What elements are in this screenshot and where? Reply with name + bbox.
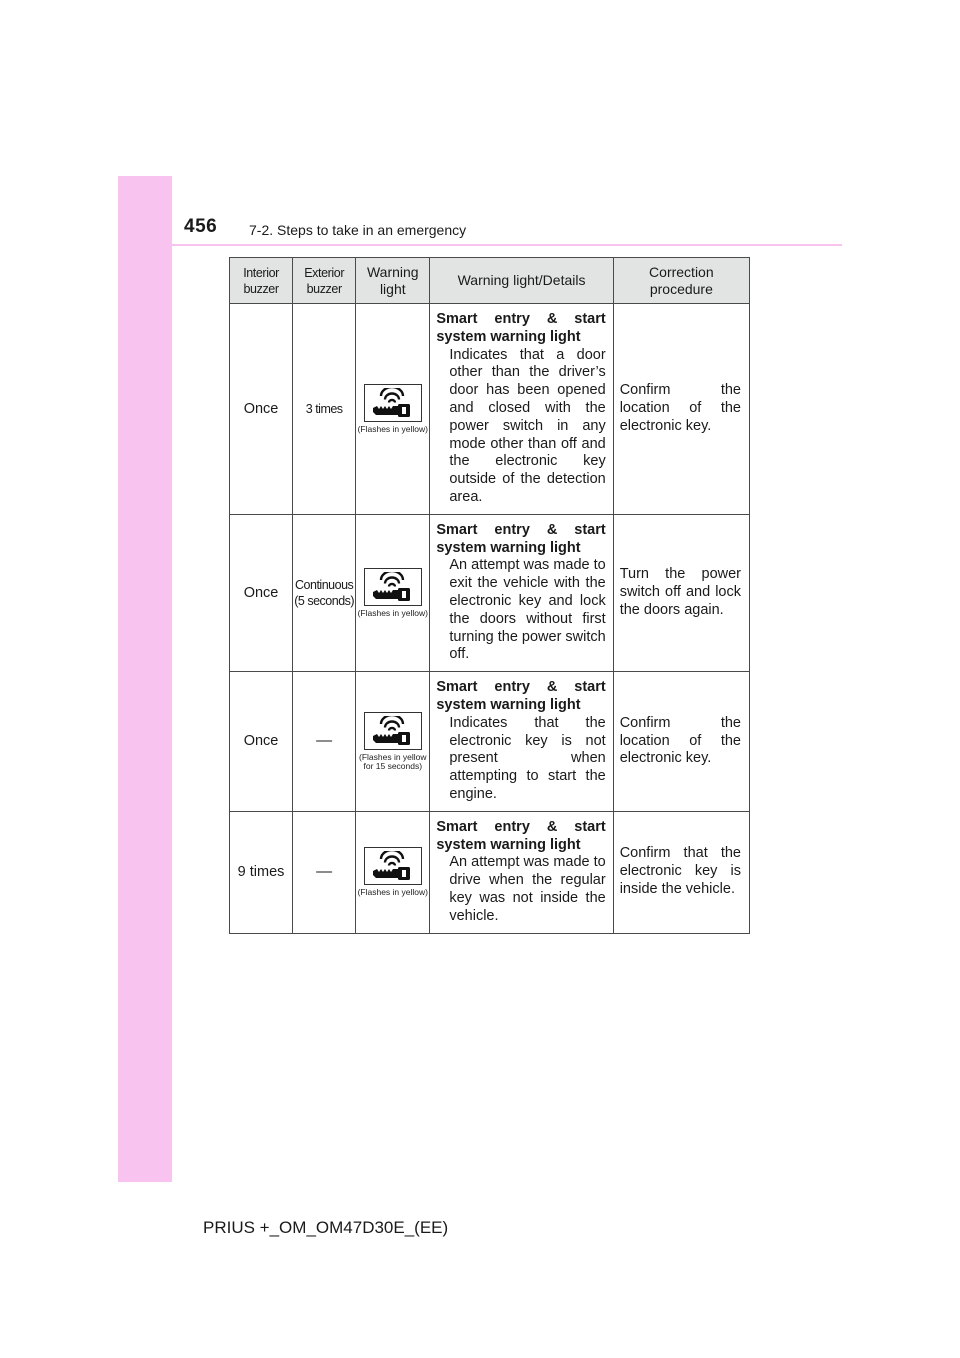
- smart-key-warning-icon: [364, 847, 422, 885]
- warning-light-cell: [356, 811, 430, 933]
- interior-buzzer-cell: 9 times: [230, 811, 293, 933]
- table-row: [230, 672, 750, 812]
- flash-note: (Flashes in yellow for 15 seconds): [359, 751, 427, 771]
- exterior-buzzer-cell: Continuous (5 seconds): [293, 514, 356, 671]
- warning-details-cell: [430, 514, 613, 671]
- detail-title: Smart entry & start system warning light: [436, 679, 606, 713]
- smart-key-warning-icon: [364, 384, 422, 422]
- side-tab-band: [118, 176, 172, 1182]
- interior-buzzer-cell: Once: [230, 304, 293, 515]
- warning-details-cell: [430, 672, 613, 812]
- table-row: [230, 811, 750, 933]
- table-row: [230, 514, 750, 671]
- warning-light-cell: [356, 514, 430, 671]
- correction-cell: Confirm that the electronic key is inside the vehicle.: [613, 811, 749, 933]
- warning-light-cell: [356, 304, 430, 515]
- interior-buzzer-cell: Once: [230, 672, 293, 812]
- col-header-exterior-buzzer: Exterior buzzer: [293, 258, 356, 304]
- table-row: [230, 304, 750, 515]
- smart-key-warning-icon: [364, 712, 422, 750]
- detail-text: Indicates that a door other than the driver’s door has been opened and closed with the power switch in any mode other than off and the electronic key outside of the detection area.: [449, 346, 606, 505]
- warning-details-cell: [430, 304, 613, 515]
- section-title: 7-2. Steps to take in an emergency: [249, 222, 467, 238]
- exterior-buzzer-cell: 3 times: [293, 304, 356, 515]
- detail-title: Smart entry & start system warning light: [436, 818, 606, 853]
- detail-title: Smart entry & start system warning light: [436, 311, 606, 345]
- detail-title: Smart entry & start system warning light: [436, 521, 606, 556]
- warning-details-cell: [430, 811, 613, 933]
- flash-note: (Flashes in yellow): [357, 887, 428, 898]
- exterior-buzzer-cell: —: [293, 811, 356, 933]
- detail-text: An attempt was made to exit the vehicle with the electronic key and lock the doors without first turning the power switch off.: [449, 557, 606, 663]
- col-header-interior-buzzer: Interior buzzer: [230, 258, 293, 304]
- table-header-row: [230, 258, 750, 304]
- header-rule: [118, 244, 842, 246]
- flash-note: (Flashes in yellow): [357, 607, 428, 618]
- flash-note: (Flashes in yellow): [357, 423, 428, 434]
- col-header-correction: Correction procedure: [613, 258, 749, 304]
- warning-light-cell: [356, 672, 430, 812]
- correction-cell: Turn the power switch off and lock the doors again.: [613, 514, 749, 671]
- correction-cell: Confirm the location of the electronic key.: [613, 304, 749, 515]
- warning-buzzer-table: [229, 257, 750, 934]
- col-header-warning-light: Warning light: [356, 258, 430, 304]
- smart-key-warning-icon: [364, 568, 422, 606]
- document-footer: PRIUS +_OM_OM47D30E_(EE): [203, 1218, 449, 1237]
- detail-text: An attempt was made to drive when the regular key was not inside the vehicle.: [449, 854, 606, 924]
- interior-buzzer-cell: Once: [230, 514, 293, 671]
- detail-text: Indicates that the electronic key is not present when attempting to start the engine.: [449, 714, 606, 802]
- col-header-warning-details: Warning light/Details: [430, 258, 613, 304]
- page-number: 456: [184, 216, 218, 237]
- exterior-buzzer-cell: —: [293, 672, 356, 812]
- correction-cell: Confirm the location of the electronic key.: [613, 672, 749, 812]
